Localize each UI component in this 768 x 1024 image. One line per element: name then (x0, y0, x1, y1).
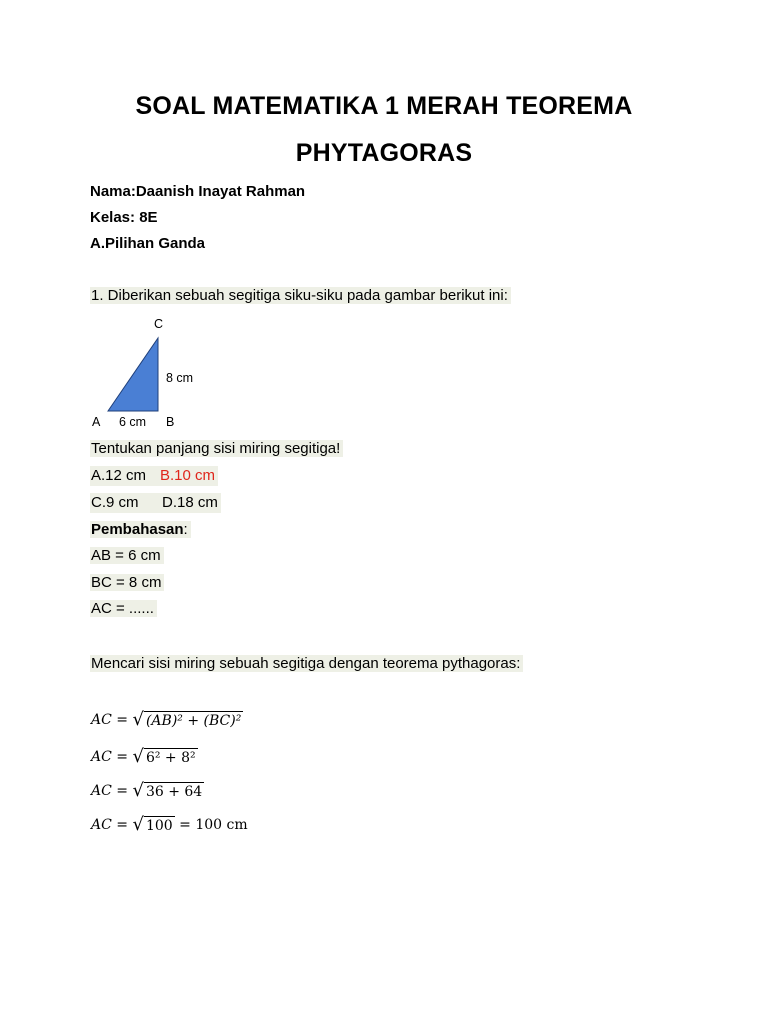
vertex-label-b: B (166, 415, 175, 429)
solution-heading: Pembahasan (91, 521, 184, 538)
options-row-2 (90, 493, 221, 513)
square-root (132, 745, 197, 767)
vertex-label-c: C (154, 317, 164, 331)
radicand: (AB)² + (BC)² (145, 712, 242, 729)
equation-result: = 100 cm (179, 817, 248, 833)
equation-equals: = (116, 749, 129, 765)
radicand: 100 (145, 817, 173, 834)
vertex-label-a: A (92, 415, 101, 429)
equation-1 (91, 710, 243, 730)
equation-2 (91, 747, 198, 767)
triangle-shape (108, 338, 158, 411)
square-root (132, 708, 243, 730)
method-text: Mencari sisi miring sebuah segitiga dengan teorema pythagoras: (90, 655, 523, 672)
student-name: Nama:Daanish Inayat Rahman (90, 183, 306, 200)
equation-3 (91, 781, 204, 801)
options-row-1 (90, 466, 218, 486)
equation-4 (91, 815, 248, 835)
side-label-bc: 8 cm (166, 371, 194, 385)
square-root (132, 779, 204, 801)
given-ab: AB = 6 cm (90, 547, 164, 564)
radicand: 6² + 8² (145, 749, 196, 766)
equation-lhs: AC (91, 817, 112, 833)
given-bc: BC = 8 cm (90, 574, 164, 591)
solution-heading-colon: : (183, 521, 188, 538)
radical-icon: √ (132, 708, 144, 730)
equation-equals: = (116, 783, 129, 799)
radical-icon: √ (132, 745, 144, 767)
given-ac: AC = ...... (90, 600, 157, 617)
equation-equals: = (116, 817, 129, 833)
question-1-text: 1. Diberikan sebuah segitiga siku-siku pada gambar berikut ini: (90, 287, 511, 304)
page-title-line-1: SOAL MATEMATIKA 1 MERAH TEOREMA (135, 92, 633, 120)
side-label-ab: 6 cm (119, 415, 147, 429)
solution-heading-row (90, 520, 191, 540)
square-root (132, 813, 174, 835)
right-triangle-figure (88, 312, 218, 434)
equation-lhs: AC (91, 712, 112, 728)
radical-icon: √ (132, 779, 144, 801)
option-b[interactable]: B.10 cm (159, 466, 218, 486)
page-title-line-2: PHYTAGORAS (295, 139, 473, 167)
radical-icon: √ (132, 813, 144, 835)
equation-lhs: AC (91, 749, 112, 765)
section-heading: A.Pilihan Ganda (90, 235, 206, 252)
option-c[interactable]: C.9 cm (90, 493, 161, 513)
option-d[interactable]: D.18 cm (161, 493, 221, 513)
equation-equals: = (116, 712, 129, 728)
student-class: Kelas: 8E (90, 209, 158, 226)
equation-lhs: AC (91, 783, 112, 799)
question-1-prompt: Tentukan panjang sisi miring segitiga! (90, 440, 343, 457)
radicand: 36 + 64 (145, 783, 203, 800)
option-a[interactable]: A.12 cm (90, 466, 159, 486)
